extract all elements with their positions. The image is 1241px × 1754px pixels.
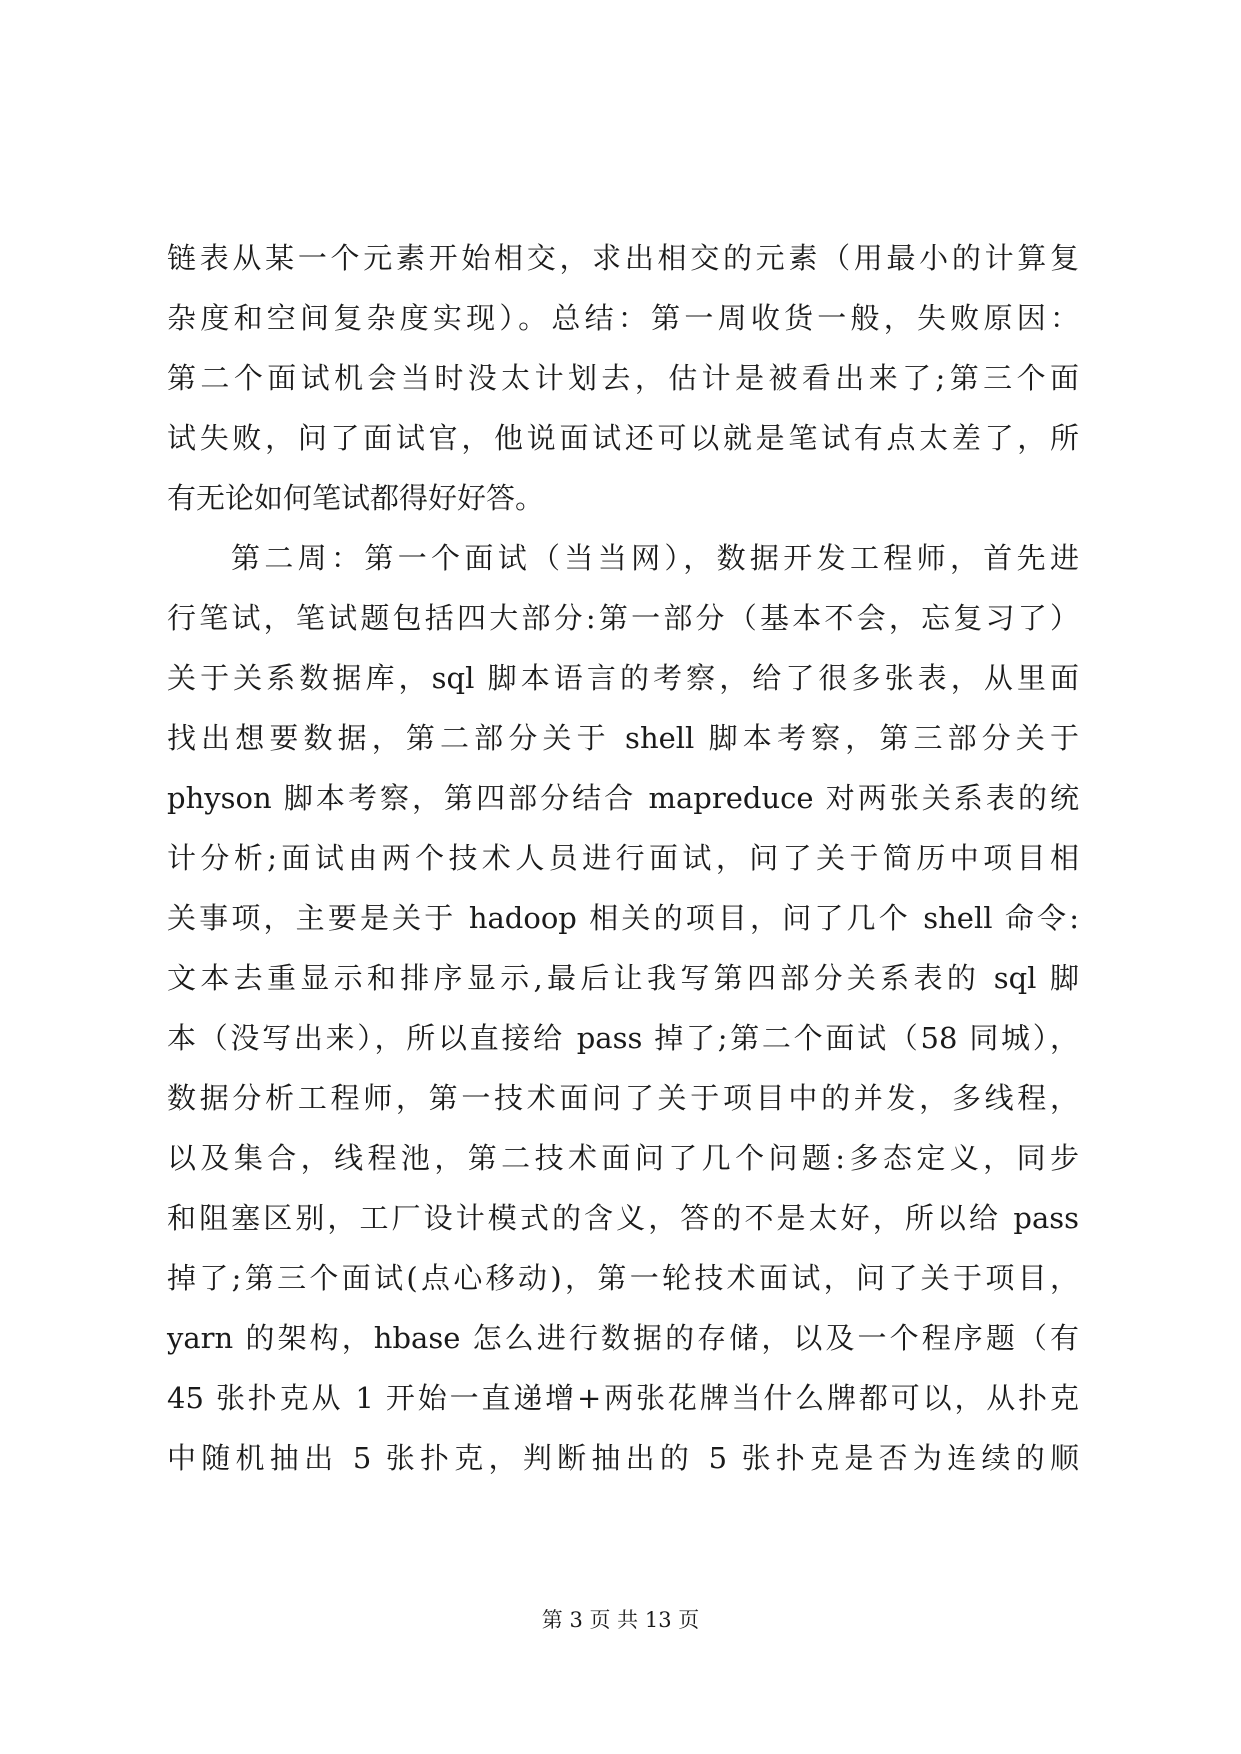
text-line: 以及集合，线程池，第二技术面问了几个问题:多态定义，同步 xyxy=(167,1141,1079,1175)
text-line: 找出想要数据，第二部分关于 shell 脚本考察，第三部分关于 xyxy=(167,721,1079,755)
text-line: 第二个面试机会当时没太计划去，估计是被看出来了;第三个面 xyxy=(167,361,1079,395)
text-line: 45 张扑克从 1 开始一直递增+两张花牌当什么牌都可以，从扑克 xyxy=(167,1381,1079,1415)
text-line: 关于关系数据库，sql 脚本语言的考察，给了很多张表，从里面 xyxy=(167,661,1079,695)
body-text xyxy=(167,228,1079,1488)
paragraph-1 xyxy=(167,228,1079,528)
text-line: 和阻塞区别，工厂设计模式的含义，答的不是太好，所以给 pass xyxy=(167,1201,1079,1235)
page-footer: 第 3 页 共 13 页 xyxy=(541,1608,700,1632)
text-line: 有无论如何笔试都得好好答。 xyxy=(167,481,545,515)
text-line: 掉了;第三个面试(点心移动)，第一轮技术面试，问了关于项目， xyxy=(167,1261,1079,1295)
text-line: 第二周：第一个面试（当当网），数据开发工程师，首先进 xyxy=(231,541,1079,575)
text-line: 数据分析工程师，第一技术面问了关于项目中的并发，多线程， xyxy=(167,1081,1079,1115)
text-line: 文本去重显示和排序显示,最后让我写第四部分关系表的 sql 脚 xyxy=(167,961,1079,995)
paragraph-2 xyxy=(167,528,1079,1488)
text-line: 链表从某一个元素开始相交，求出相交的元素（用最小的计算复 xyxy=(167,241,1079,275)
text-line: 计分析;面试由两个技术人员进行面试，问了关于简历中项目相 xyxy=(167,841,1079,875)
text-line: 行笔试，笔试题包括四大部分:第一部分（基本不会，忘复习了） xyxy=(167,601,1079,635)
text-line: yarn 的架构，hbase 怎么进行数据的存储，以及一个程序题（有 xyxy=(167,1321,1079,1355)
text-line: 试失败，问了面试官，他说面试还可以就是笔试有点太差了，所 xyxy=(167,421,1079,455)
text-line: physon 脚本考察，第四部分结合 mapreduce 对两张关系表的统 xyxy=(167,781,1079,815)
text-line: 杂度和空间复杂度实现）。总结：第一周收货一般，失败原因： xyxy=(167,301,1079,335)
text-line: 关事项，主要是关于 hadoop 相关的项目，问了几个 shell 命令: xyxy=(167,901,1079,935)
text-line: 本（没写出来），所以直接给 pass 掉了;第二个面试（58 同城）， xyxy=(167,1021,1079,1055)
text-line: 中随机抽出 5 张扑克，判断抽出的 5 张扑克是否为连续的顺 xyxy=(167,1441,1079,1475)
